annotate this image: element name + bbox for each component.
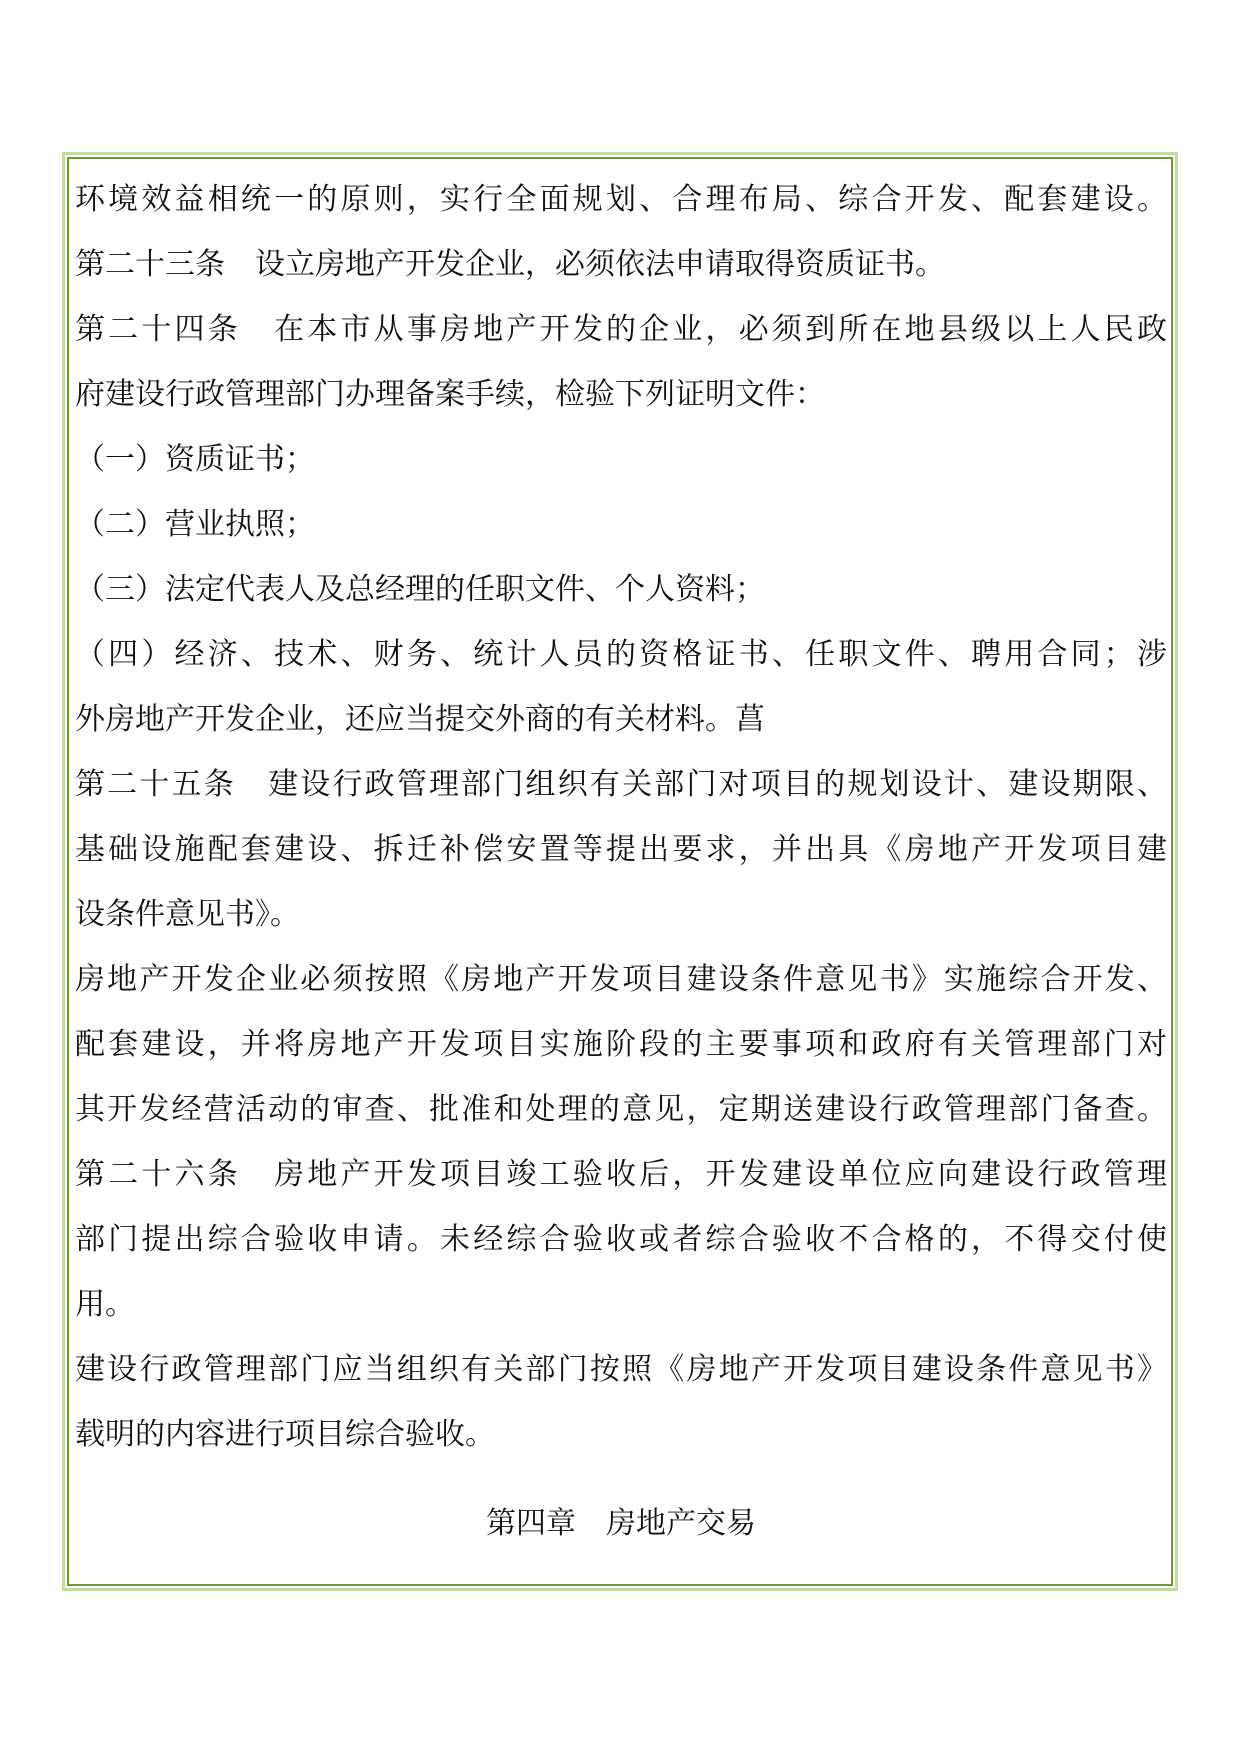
text-line: 基础设施配套建设、拆迁补偿安置等提出要求，并出具《房地产开发项目建	[75, 832, 1167, 867]
chapter-heading: 第四章 房地产交易	[486, 1506, 756, 1541]
text-line: 配套建设，并将房地产开发项目实施阶段的主要事项和政府有关管理部门对	[75, 1027, 1167, 1062]
text-line: 房地产开发企业必须按照《房地产开发项目建设条件意见书》实施综合开发、	[75, 962, 1167, 997]
text-line: 府建设行政管理部门办理备案手续，检验下列证明文件：	[75, 377, 825, 412]
text-line: 环境效益相统一的原则，实行全面规划、合理布局、综合开发、配套建设。	[75, 182, 1167, 217]
text-line: 外房地产开发企业，还应当提交外商的有关材料。菖	[75, 702, 765, 737]
article-25: 第二十五条 建设行政管理部门组织有关部门对项目的规划设计、建设期限、	[75, 767, 1167, 802]
article-26: 第二十六条 房地产开发项目竣工验收后，开发建设单位应向建设行政管理	[75, 1157, 1167, 1192]
article-23: 第二十三条 设立房地产开发企业，必须依法申请取得资质证书。	[75, 247, 945, 282]
list-item: （三）法定代表人及总经理的任职文件、个人资料；	[75, 572, 765, 607]
text-line: 其开发经营活动的审查、批准和处理的意见，定期送建设行政管理部门备查。	[75, 1092, 1167, 1127]
text-line: 用。	[75, 1287, 135, 1322]
list-item: （二）营业执照；	[75, 507, 315, 542]
text-line: 建设行政管理部门应当组织有关部门按照《房地产开发项目建设条件意见书》	[75, 1352, 1167, 1387]
text-line: 部门提出综合验收申请。未经综合验收或者综合验收不合格的，不得交付使	[75, 1222, 1167, 1257]
document-body	[75, 167, 1167, 1467]
text-line: 设条件意见书》。	[75, 897, 300, 932]
text-line: 载明的内容进行项目综合验收。	[75, 1417, 495, 1452]
list-item: （一）资质证书；	[75, 442, 315, 477]
article-24: 第二十四条 在本市从事房地产开发的企业，必须到所在地县级以上人民政	[75, 312, 1167, 347]
list-item: （四）经济、技术、财务、统计人员的资格证书、任职文件、聘用合同；涉	[75, 637, 1167, 672]
